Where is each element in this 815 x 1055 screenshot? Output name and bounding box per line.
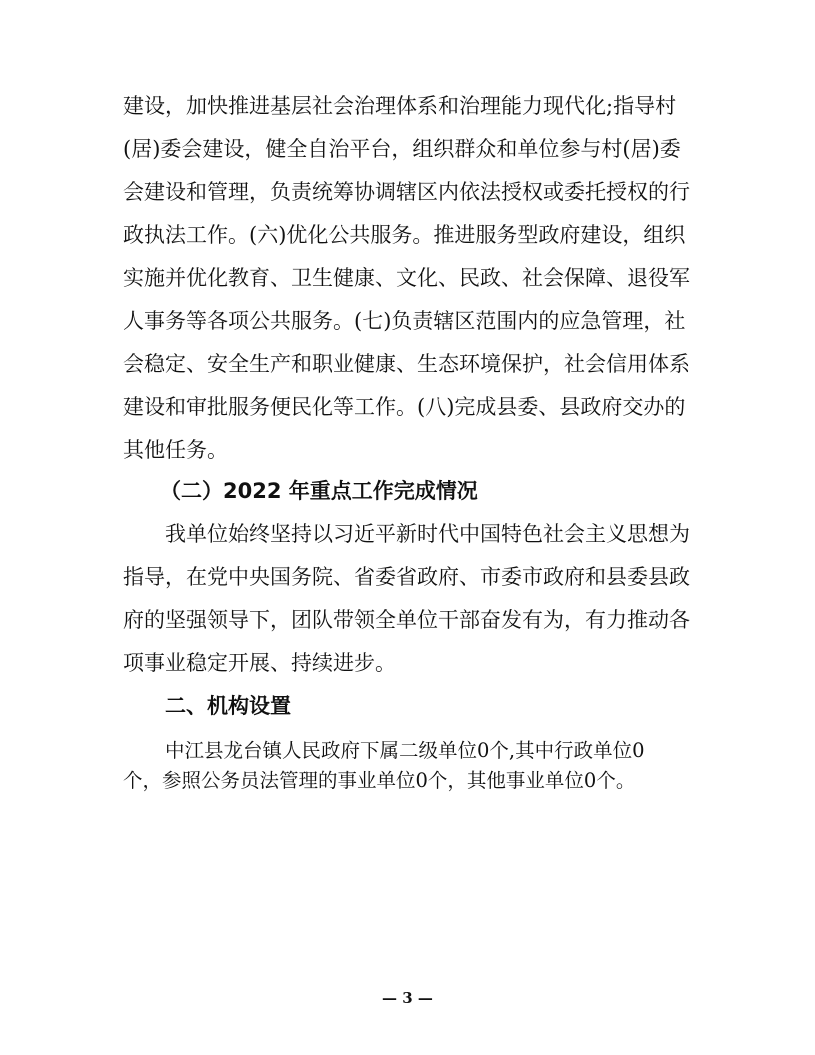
paragraph-line: 会建设和管理，负责统筹协调辖区内依法授权或委托授权的行 bbox=[123, 180, 690, 204]
page-number: — 3 — bbox=[382, 989, 433, 1007]
paragraph-line: 指导，在党中央国务院、省委省政府、市委市政府和县委县政 bbox=[123, 565, 690, 589]
paragraph-line: 建设和审批服务便民化等工作。(八)完成县委、县政府交办的 bbox=[123, 395, 686, 419]
paragraph-line: 府的坚强领导下，团队带领全单位干部奋发有为，有力推动各 bbox=[123, 608, 690, 632]
paragraph-line: 人事务等各项公共服务。(七)负责辖区范围内的应急管理，社 bbox=[123, 309, 686, 333]
paragraph-line: 建设，加快推进基层社会治理体系和治理能力现代化;指导村 bbox=[123, 94, 677, 118]
paragraph-line: 项事业稳定开展、持续进步。 bbox=[123, 651, 396, 675]
paragraph-line: 其他任务。 bbox=[123, 438, 228, 462]
paragraph-line: 政执法工作。(六)优化公共服务。推进服务型政府建设，组织 bbox=[123, 223, 686, 247]
paragraph-line: 实施并优化教育、卫生健康、文化、民政、社会保障、退役军 bbox=[123, 266, 690, 290]
paragraph-line: 会稳定、安全生产和职业健康、生态环境保护，社会信用体系 bbox=[123, 352, 690, 376]
paragraph-line: 我单位始终坚持以习近平新时代中国特色社会主义思想为 bbox=[165, 522, 690, 546]
paragraph-line: 个，参照公务员法管理的事业单位0个，其他事业单位0个。 bbox=[123, 769, 636, 792]
paragraph-line: 中江县龙台镇人民政府下属二级单位0个,其中行政单位0 bbox=[165, 739, 645, 762]
section-heading-org: 二、机构设置 bbox=[165, 694, 291, 718]
paragraph-line: (居)委会建设，健全自治平台，组织群众和单位参与村(居)委 bbox=[123, 137, 681, 161]
section-heading-2022: （二）2022 年重点工作完成情况 bbox=[160, 479, 478, 503]
